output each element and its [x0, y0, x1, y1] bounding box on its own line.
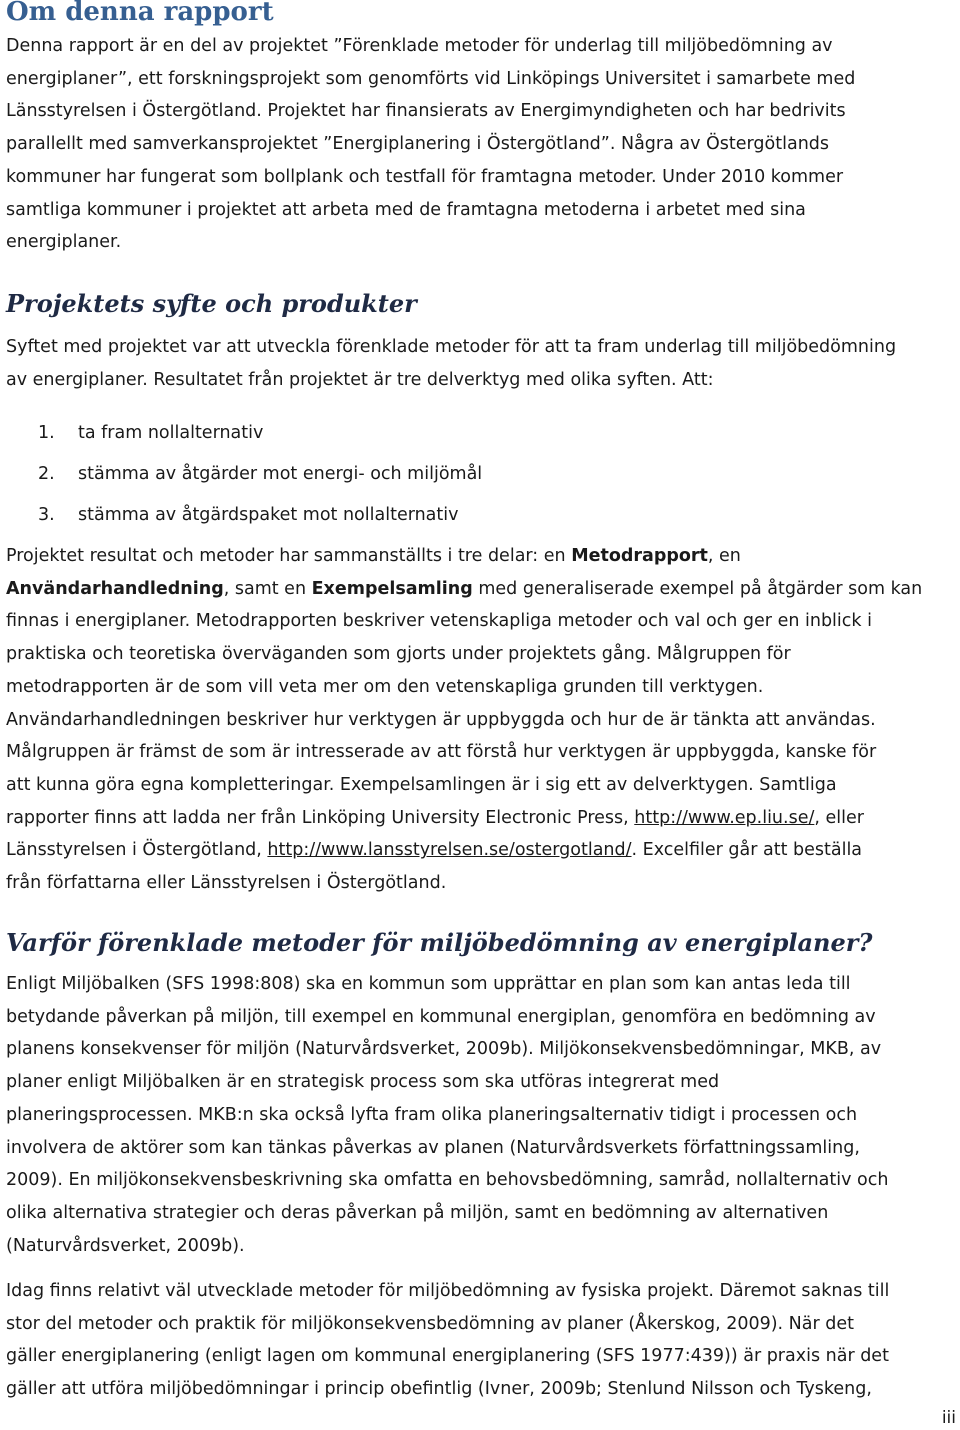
- text-line: Syftet med projektet var att utveckla förenklade metoder för att ta fram underlag till miljöbedömning: [6, 337, 897, 357]
- paragraph-intro: [6, 30, 960, 259]
- text-line: energiplaner”, ett forskningsprojekt som genomförts vid Linköpings Universitet i samarbete med: [6, 68, 856, 89]
- page-number: iii: [941, 1408, 956, 1428]
- heading-projektets-syfte: Projektets syfte och produkter: [6, 289, 417, 318]
- text-line: av energiplaner. Resultatet från projektet är tre delverktyg med olika syften. Att:: [6, 369, 714, 390]
- text-line: Idag finns relativt väl utvecklade metoder för miljöbedömning av fysiska projekt. Däremot saknas till: [6, 1281, 890, 1301]
- text-run: , en: [707, 546, 741, 566]
- list-text: ta fram nollalternativ: [78, 423, 264, 443]
- paragraph-resultat: [6, 540, 960, 900]
- list-number: 1.: [38, 423, 55, 443]
- text-line: från författarna eller Länsstyrelsen i Östergötland.: [6, 873, 447, 894]
- text-line: Denna rapport är en del av projektet ”Förenklade metoder för underlag till miljöbedömning av: [6, 36, 833, 56]
- text-line: involvera de aktörer som kan tänkas påverkas av planen (Naturvårdsverkets författningssamling,: [6, 1137, 860, 1158]
- text-line: Målgruppen är främst de som är intresserade av att förstå hur verktygen är uppbyggda, kanske för: [6, 742, 877, 763]
- link-ep-liu[interactable]: http://www.ep.liu.se/: [634, 807, 815, 828]
- bold-metodrapport: Metodrapport: [571, 546, 708, 566]
- text-line: planeringsprocessen. MKB:n ska också lyfta fram olika planeringsalternativ tidigt i processen och: [6, 1104, 858, 1125]
- text-line: att kunna göra egna kompletteringar. Exempelsamlingen är i sig ett av delverktygen. Samtliga: [6, 774, 837, 795]
- text-line: Länsstyrelsen i Östergötland. Projektet har finansierats av Energimyndigheten och har bedrivits: [6, 101, 846, 122]
- heading-varfor: Varför förenklade metoder för miljöbedömning av energiplaner?: [6, 928, 873, 957]
- text-line: gäller energiplanering (enligt lagen om kommunal energiplanering (SFS 1977:439)) är praxis när det: [6, 1346, 889, 1367]
- text-line: kommuner har fungerat som bollplank och testfall för framtagna metoder. Under 2010 kommer: [6, 166, 844, 187]
- list-number: 2.: [38, 464, 55, 484]
- text-line: [6, 834, 960, 867]
- link-lansstyrelsen[interactable]: http://www.lansstyrelsen.se/ostergotland/: [267, 840, 632, 861]
- text-line: olika alternativa strategier och deras påverkan på miljön, samt en bedömning av alternativen: [6, 1202, 829, 1223]
- bold-exempelsamling: Exempelsamling: [311, 578, 473, 599]
- text-run: med generaliserade exempel på åtgärder som kan: [472, 578, 923, 599]
- list-number: 3.: [38, 505, 55, 525]
- text-line: metodrapporten är de som vill veta mer om den vetenskapliga grunden till verktygen.: [6, 676, 764, 697]
- text-line: Användarhandledningen beskriver hur verktygen är uppbyggda och hur de är tänkta att användas.: [6, 709, 876, 730]
- list-item: [38, 458, 482, 490]
- list-item: [38, 499, 459, 531]
- text-run: rapporter finns att ladda ner från Linköping University Electronic Press,: [6, 807, 635, 828]
- heading-om-denna-rapport: Om denna rapport: [6, 0, 274, 27]
- paragraph-idag: [6, 1275, 960, 1406]
- text-line: Enligt Miljöbalken (SFS 1998:808) ska en kommun som upprättar en plan som kan antas leda till: [6, 974, 851, 994]
- text-run: Länsstyrelsen i Östergötland,: [6, 840, 268, 861]
- text-line: finnas i energiplaner. Metodrapporten beskriver vetenskapliga metoder och val och ger en inblick i: [6, 611, 872, 632]
- text-run: . Excelfiler går att beställa: [631, 840, 863, 861]
- text-line: stor del metoder och praktik för miljökonsekvensbedömning av planer (Åkerskog, 2009). När det: [6, 1313, 854, 1334]
- text-line: planer enligt Miljöbalken är en strategisk process som ska utföras integrerat med: [6, 1072, 720, 1093]
- text-line: gäller att utföra miljöbedömningar i princip obefintlig (Ivner, 2009b; Stenlund Nilsson och Tyskeng,: [6, 1379, 872, 1400]
- paragraph-varfor: [6, 968, 960, 1262]
- list-text: stämma av åtgärdspaket mot nollalternativ: [78, 505, 459, 525]
- text-line: [6, 573, 960, 606]
- text-run: , eller: [814, 807, 864, 828]
- text-line: samtliga kommuner i projektet att arbeta med de framtagna metoderna i arbetet med sina: [6, 199, 806, 220]
- text-line: planens konsekvenser för miljön (Naturvårdsverket, 2009b). Miljökonsekvensbedömningar, MKB, av: [6, 1039, 882, 1060]
- text-line: energiplaner.: [6, 232, 122, 253]
- list-text: stämma av åtgärder mot energi- och miljömål: [78, 464, 483, 484]
- text-line: praktiska och teoretiska överväganden som gjorts under projektets gång. Målgruppen för: [6, 644, 791, 665]
- bold-anvandarhandledning: Användarhandledning: [6, 578, 224, 599]
- text-line: betydande påverkan på miljön, till exempel en kommunal energiplan, genomföra en bedömning av: [6, 1006, 876, 1027]
- text-line: 2009). En miljökonsekvensbeskrivning ska omfatta en behovsbedömning, samråd, nollalternativ och: [6, 1170, 889, 1191]
- text-line: parallellt med samverkansprojektet ”Energiplanering i Östergötland”. Några av Östergötlands: [6, 134, 830, 155]
- text-run: Projektet resultat och metoder har sammanställts i tre delar: en: [6, 546, 572, 566]
- list-item: [38, 417, 263, 449]
- paragraph-syfte: [6, 331, 960, 396]
- text-run: , samt en: [223, 578, 312, 599]
- text-line: [6, 540, 960, 573]
- text-line: [6, 802, 960, 835]
- text-line: (Naturvårdsverket, 2009b).: [6, 1235, 245, 1256]
